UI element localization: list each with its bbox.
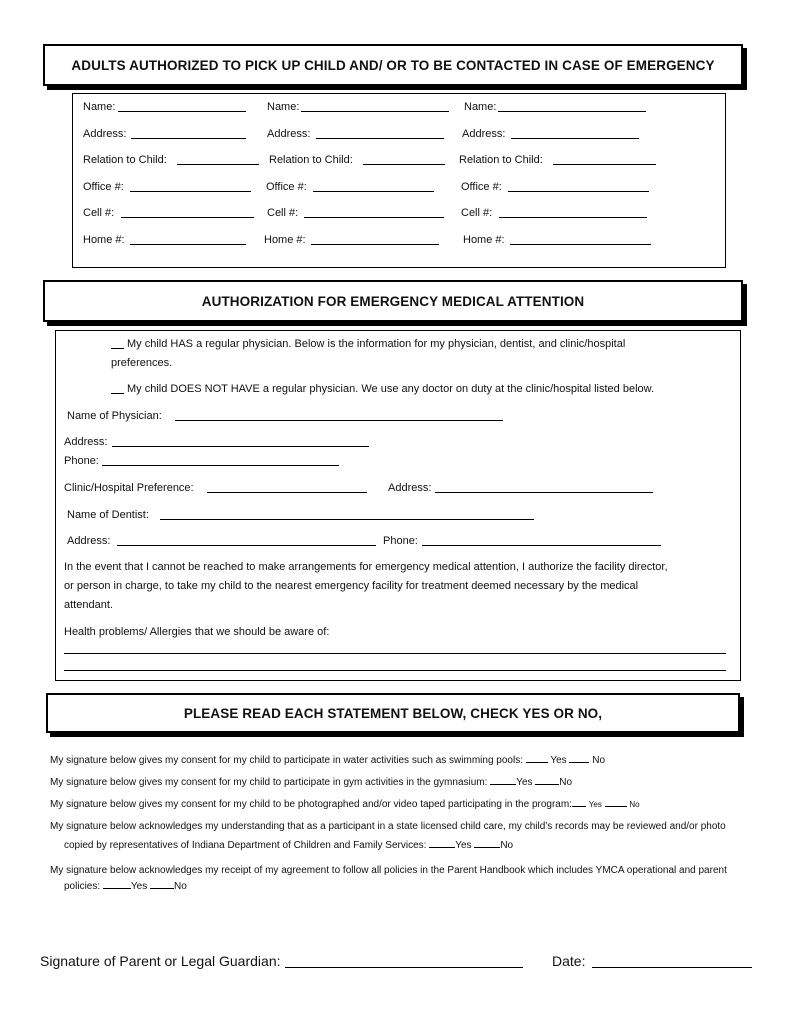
physician-address-label: Address: [64, 436, 108, 448]
consent-gym-no-blank[interactable] [535, 775, 559, 785]
contact2-relation-label: Relation to Child: [269, 154, 353, 166]
consent-photo [50, 797, 640, 811]
contact1-name-field[interactable] [118, 111, 246, 112]
authorization-text-3: attendant. [64, 599, 113, 611]
contact1-address-field[interactable] [131, 138, 246, 139]
contact1-relation-label: Relation to Child: [83, 154, 167, 166]
contact3-address-field[interactable] [511, 138, 639, 139]
no-physician-checkbox[interactable] [111, 393, 124, 394]
signature-label: Signature of Parent or Legal Guardian: [40, 953, 281, 969]
consent-water-text: My signature below gives my consent for my child to participate in water activities such as swimming pools: [50, 755, 523, 766]
consent-policies-line2 [64, 879, 187, 893]
contact2-home-field[interactable] [311, 244, 439, 245]
dentist-address-field[interactable] [117, 545, 376, 546]
consent-records-text: copied by representatives of Indiana Department of Children and Family Services: [64, 840, 427, 851]
consent-gym [50, 775, 572, 789]
contact3-relation-field[interactable] [553, 164, 656, 165]
authorization-text-2: or person in charge, to take my child to the nearest emergency facility for treatment deemed necessary by the medical [64, 580, 639, 592]
dentist-address-label: Address: [67, 535, 111, 547]
clinic-preference-field[interactable] [207, 492, 367, 493]
physician-name-label: Name of Physician: [67, 410, 162, 422]
contact1-name-label: Name: [83, 101, 116, 113]
consent-gym-yes-blank[interactable] [490, 775, 516, 785]
has-physician-text-cont: preferences. [111, 357, 173, 369]
contact3-office-field[interactable] [508, 191, 649, 192]
authorization-text-1: In the event that I cannot be reached to make arrangements for emergency medical attention, I authorize the facility director, [64, 561, 668, 573]
contact3-cell-label: Cell #: [461, 207, 493, 219]
contact2-name-label: Name: [267, 101, 300, 113]
consent-records-line2 [64, 838, 513, 852]
clinic-address-label: Address: [388, 482, 432, 494]
consent-photo-no-label: No [629, 800, 640, 809]
consent-policies-text: policies: [64, 881, 101, 892]
physician-phone-field[interactable] [102, 465, 339, 466]
consent-gym-text: My signature below gives my consent for my child to participate in gym activities in the gymnasium: [50, 777, 488, 788]
contact2-cell-field[interactable] [304, 217, 444, 218]
consent-records-yes-blank[interactable] [429, 838, 455, 848]
consent-photo-text: My signature below gives my consent for my child to be photographed and/or video taped participating in the program: [50, 799, 572, 810]
has-physician-text: My child HAS a regular physician. Below is the information for my physician, dentist, and clinic/hospital [127, 338, 626, 350]
contact3-name-label: Name: [464, 101, 497, 113]
no-physician-text: My child DOES NOT HAVE a regular physician. We use any doctor on duty at the clinic/hospital listed below. [127, 383, 655, 395]
consent-policies-no-label: No [174, 881, 187, 892]
consent-records-no-blank[interactable] [474, 838, 500, 848]
consent-water [50, 753, 605, 767]
consent-policies-yes-blank[interactable] [103, 879, 131, 889]
signature-field[interactable] [285, 967, 523, 968]
consent-section-title [46, 693, 740, 733]
contact2-name-field[interactable] [301, 111, 449, 112]
contact1-cell-field[interactable] [121, 217, 254, 218]
contact3-cell-field[interactable] [499, 217, 647, 218]
contact1-relation-field[interactable] [177, 164, 259, 165]
date-field[interactable] [592, 967, 752, 968]
consent-water-no-label: No [592, 755, 606, 766]
consent-policies-yes-label: Yes [130, 881, 148, 892]
physician-name-field[interactable] [175, 420, 503, 421]
contact3-home-label: Home #: [463, 234, 505, 246]
contacts-title-text: ADULTS AUTHORIZED TO PICK UP CHILD AND/ OR TO BE CONTACTED IN CASE OF EMERGENCY [71, 57, 715, 73]
dentist-name-label: Name of Dentist: [67, 509, 149, 521]
contact3-name-field[interactable] [498, 111, 646, 112]
medical-title-text: AUTHORIZATION FOR EMERGENCY MEDICAL ATTENTION [201, 293, 585, 309]
health-problems-label: Health problems/ Allergies that we should be aware of: [64, 626, 330, 638]
consent-records-line1: My signature below acknowledges my understanding that as a participant in a state licensed child care, my child’s records may be reviewed and/or photo [50, 821, 726, 832]
consent-policies-line1: My signature below acknowledges my receipt of my agreement to follow all policies in the Parent Handbook which includes YMCA operational and parent [50, 865, 727, 876]
contacts-section-title [43, 44, 743, 86]
consent-water-no-blank[interactable] [569, 753, 589, 763]
consent-records-no-label: No [500, 840, 514, 851]
consent-photo-yes-label: Yes [588, 800, 602, 809]
medical-section-title [43, 280, 743, 322]
contact3-address-label: Address: [462, 128, 506, 140]
contact1-home-label: Home #: [83, 234, 125, 246]
contact3-home-field[interactable] [510, 244, 651, 245]
date-label: Date: [552, 953, 586, 969]
contact1-office-field[interactable] [130, 191, 251, 192]
physician-address-field[interactable] [112, 446, 369, 447]
consent-gym-yes-label: Yes [516, 777, 533, 788]
contacts-box [72, 93, 726, 268]
contact2-address-field[interactable] [316, 138, 444, 139]
health-problems-line-2[interactable] [64, 670, 726, 671]
contact3-office-label: Office #: [461, 181, 502, 193]
contact2-home-label: Home #: [264, 234, 306, 246]
consent-photo-no-blank[interactable] [605, 797, 627, 807]
contact2-cell-label: Cell #: [267, 207, 299, 219]
dentist-phone-label: Phone: [383, 535, 418, 547]
contact1-home-field[interactable] [130, 244, 246, 245]
physician-phone-label: Phone: [64, 455, 99, 467]
dentist-phone-field[interactable] [422, 545, 661, 546]
consent-water-yes-label: Yes [550, 755, 567, 766]
consent-title-text: PLEASE READ EACH STATEMENT BELOW, CHECK YES OR NO, [183, 705, 603, 721]
contact2-office-label: Office #: [266, 181, 307, 193]
contact2-relation-field[interactable] [363, 164, 445, 165]
contact2-address-label: Address: [267, 128, 311, 140]
clinic-address-field[interactable] [435, 492, 653, 493]
health-problems-line-1[interactable] [64, 653, 726, 654]
has-physician-checkbox[interactable] [111, 348, 124, 349]
consent-records-yes-label: Yes [455, 840, 472, 851]
consent-policies-no-blank[interactable] [150, 879, 174, 889]
contact2-office-field[interactable] [313, 191, 434, 192]
clinic-preference-label: Clinic/Hospital Preference: [64, 482, 194, 494]
contact1-address-label: Address: [83, 128, 127, 140]
contact3-relation-label: Relation to Child: [459, 154, 543, 166]
contact1-cell-label: Cell #: [83, 207, 115, 219]
contact1-office-label: Office #: [83, 181, 124, 193]
consent-water-yes-blank[interactable] [526, 753, 548, 763]
consent-photo-yes-blank[interactable] [572, 797, 586, 807]
consent-gym-no-label: No [559, 777, 573, 788]
dentist-name-field[interactable] [160, 519, 534, 520]
